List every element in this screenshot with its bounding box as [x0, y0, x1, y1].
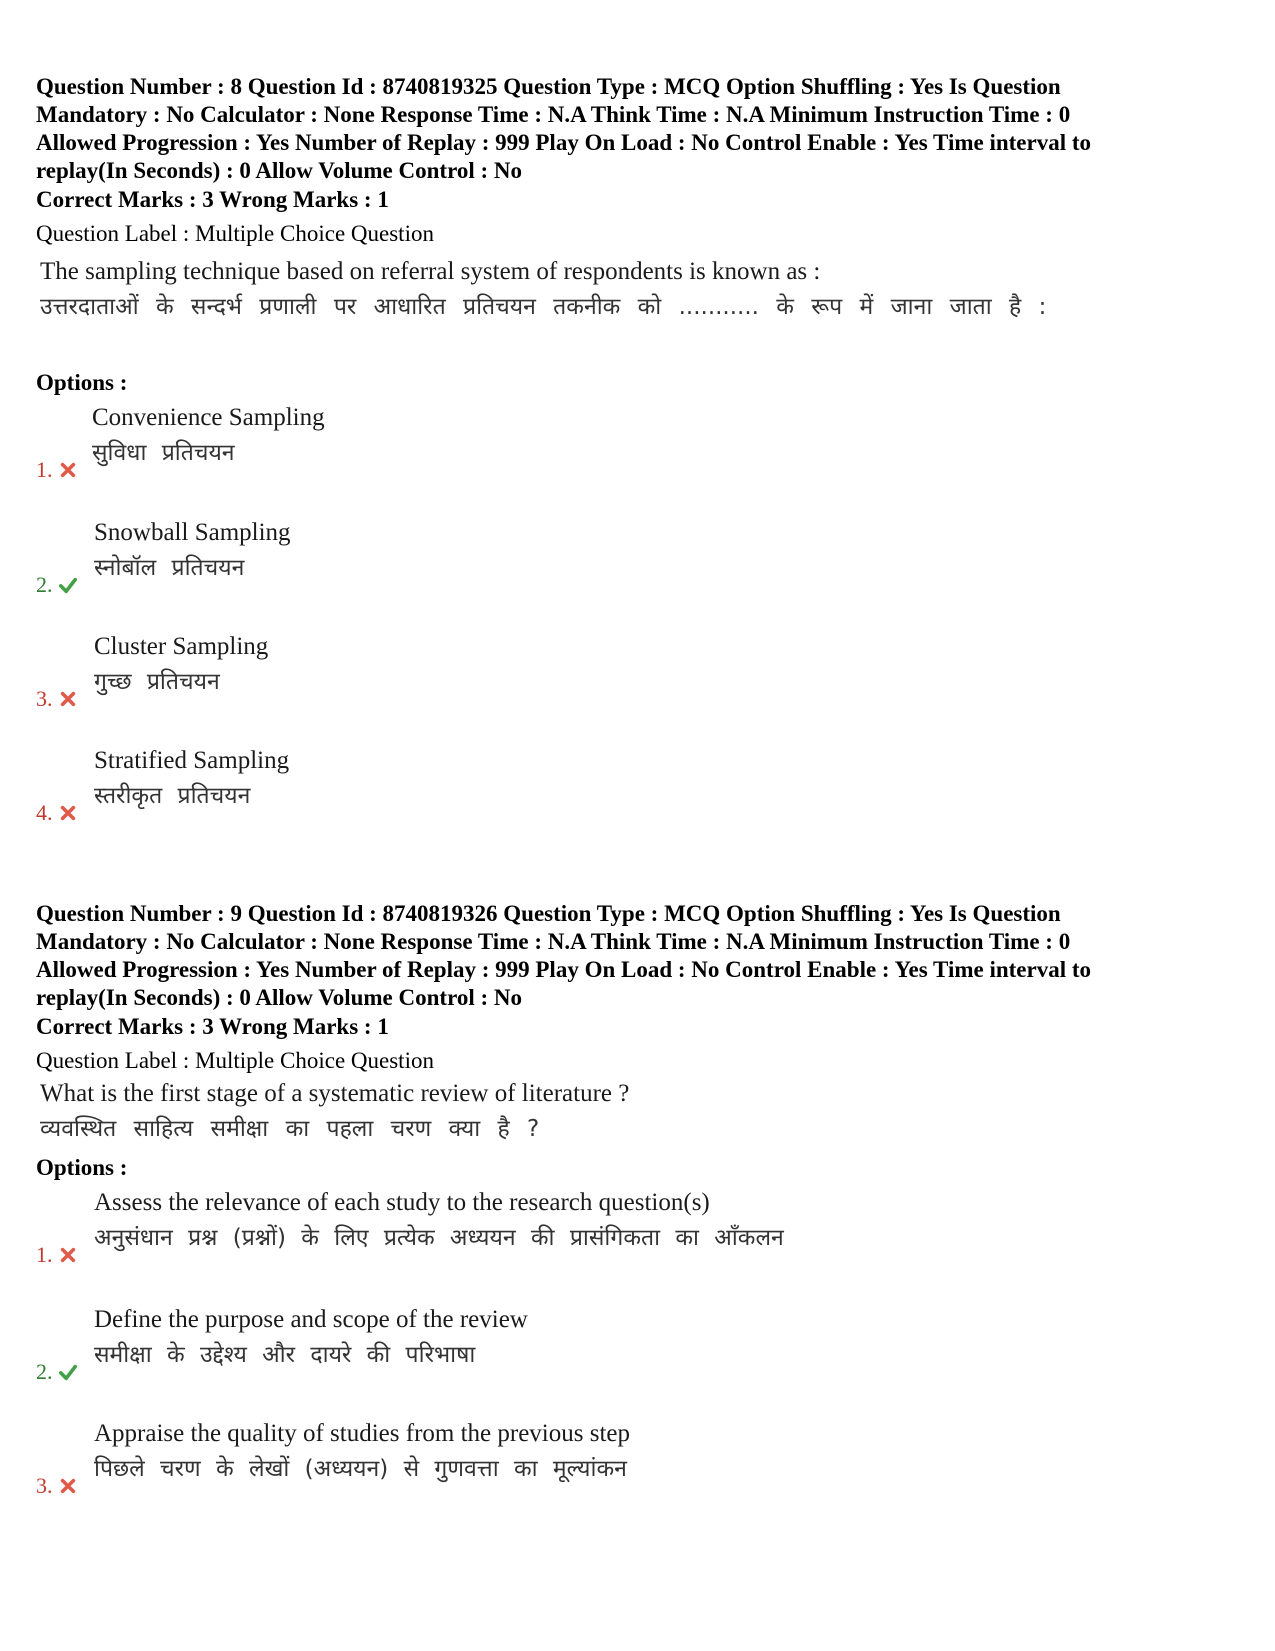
question-9-options-title: Options :: [36, 1155, 128, 1180]
question-8-option-3: [36, 630, 1136, 710]
question-text-hindi: उत्तरदाताओं के सन्दर्भ प्रणाली पर आधारित प्रतिचयन तकनीक को ........... के रूप में जाना जाता है :: [40, 294, 1047, 320]
meta-line: Allowed Progression : Yes Number of Replay : 999 Play On Load : No Control Enable : Yes Time interval to: [36, 130, 1092, 155]
option-text-english: Convenience Sampling: [92, 404, 325, 431]
question-8-option-2: [36, 516, 1136, 596]
option-number: 4.: [36, 801, 77, 825]
option-text-hindi: समीक्षा के उद्देश्य और दायरे की परिभाषा: [94, 1342, 476, 1368]
meta-line: Question Number : 8 Question Id : 8740819325 Question Type : MCQ Option Shuffling : Yes Is Question: [36, 74, 1061, 99]
option-number: 2.: [36, 1360, 77, 1384]
cross-icon: [59, 1477, 77, 1495]
question-8-text: [40, 255, 1060, 325]
question-text-english: What is the first stage of a systematic review of literature ?: [40, 1080, 630, 1107]
question-9-option-2: [36, 1303, 1136, 1383]
meta-line: replay(In Seconds) : 0 Allow Volume Control : No: [36, 158, 523, 183]
option-number: 1.: [36, 1243, 77, 1267]
question-9-option-3: [36, 1417, 1136, 1497]
cross-icon: [59, 461, 77, 479]
question-8-option-1: [36, 401, 1136, 481]
check-icon: [59, 576, 77, 594]
question-8-meta: [36, 73, 1236, 185]
option-number: 3.: [36, 1474, 77, 1498]
cross-icon: [59, 804, 77, 822]
question-text-english: The sampling technique based on referral system of respondents is known as :: [40, 258, 821, 285]
cross-icon: [59, 690, 77, 708]
meta-line: Allowed Progression : Yes Number of Replay : 999 Play On Load : No Control Enable : Yes Time interval to: [36, 957, 1092, 982]
question-text-hindi: व्यवस्थित साहित्य समीक्षा का पहला चरण क्या है ?: [40, 1116, 540, 1142]
option-text-english: Stratified Sampling: [94, 747, 290, 774]
question-8-option-4: [36, 744, 1136, 824]
option-number: 3.: [36, 687, 77, 711]
cross-icon: [59, 1246, 77, 1264]
question-9-option-1: [36, 1186, 1136, 1266]
question-9-meta: [36, 900, 1236, 1012]
option-number: 2.: [36, 573, 77, 597]
option-text-hindi: अनुसंधान प्रश्न (प्रश्नों) के लिए प्रत्येक अध्ययन की प्रासंगिकता का आँकलन: [94, 1225, 784, 1251]
question-9-text: [40, 1077, 1060, 1147]
question-8-options-title: Options :: [36, 370, 128, 395]
option-text-hindi: सुविधा प्रतिचयन: [92, 440, 235, 466]
question-9-marks: Correct Marks : 3 Wrong Marks : 1: [36, 1014, 389, 1039]
meta-line: Mandatory : No Calculator : None Response Time : N.A Think Time : N.A Minimum Instruction Time : 0: [36, 102, 1071, 127]
meta-line: Mandatory : No Calculator : None Response Time : N.A Think Time : N.A Minimum Instruction Time : 0: [36, 929, 1071, 954]
option-text-english: Snowball Sampling: [94, 519, 291, 546]
option-text-english: Cluster Sampling: [94, 633, 269, 660]
meta-line: replay(In Seconds) : 0 Allow Volume Control : No: [36, 985, 523, 1010]
option-text-hindi: स्तरीकृत प्रतिचयन: [94, 783, 251, 809]
question-9-label: Question Label : Multiple Choice Question: [36, 1048, 434, 1073]
option-text-hindi: पिछले चरण के लेखों (अध्ययन) से गुणवत्ता का मूल्यांकन: [94, 1456, 627, 1482]
option-text-hindi: गुच्छ प्रतिचयन: [94, 669, 220, 695]
option-text-english: Appraise the quality of studies from the previous step: [94, 1420, 630, 1447]
option-number: 1.: [36, 458, 77, 482]
question-8-marks: Correct Marks : 3 Wrong Marks : 1: [36, 187, 389, 212]
check-icon: [59, 1363, 77, 1381]
question-8-label: Question Label : Multiple Choice Question: [36, 221, 434, 246]
option-text-english: Define the purpose and scope of the review: [94, 1306, 528, 1333]
option-text-english: Assess the relevance of each study to the research question(s): [94, 1189, 710, 1216]
option-text-hindi: स्नोबॉल प्रतिचयन: [94, 555, 245, 581]
meta-line: Question Number : 9 Question Id : 8740819326 Question Type : MCQ Option Shuffling : Yes Is Question: [36, 901, 1061, 926]
